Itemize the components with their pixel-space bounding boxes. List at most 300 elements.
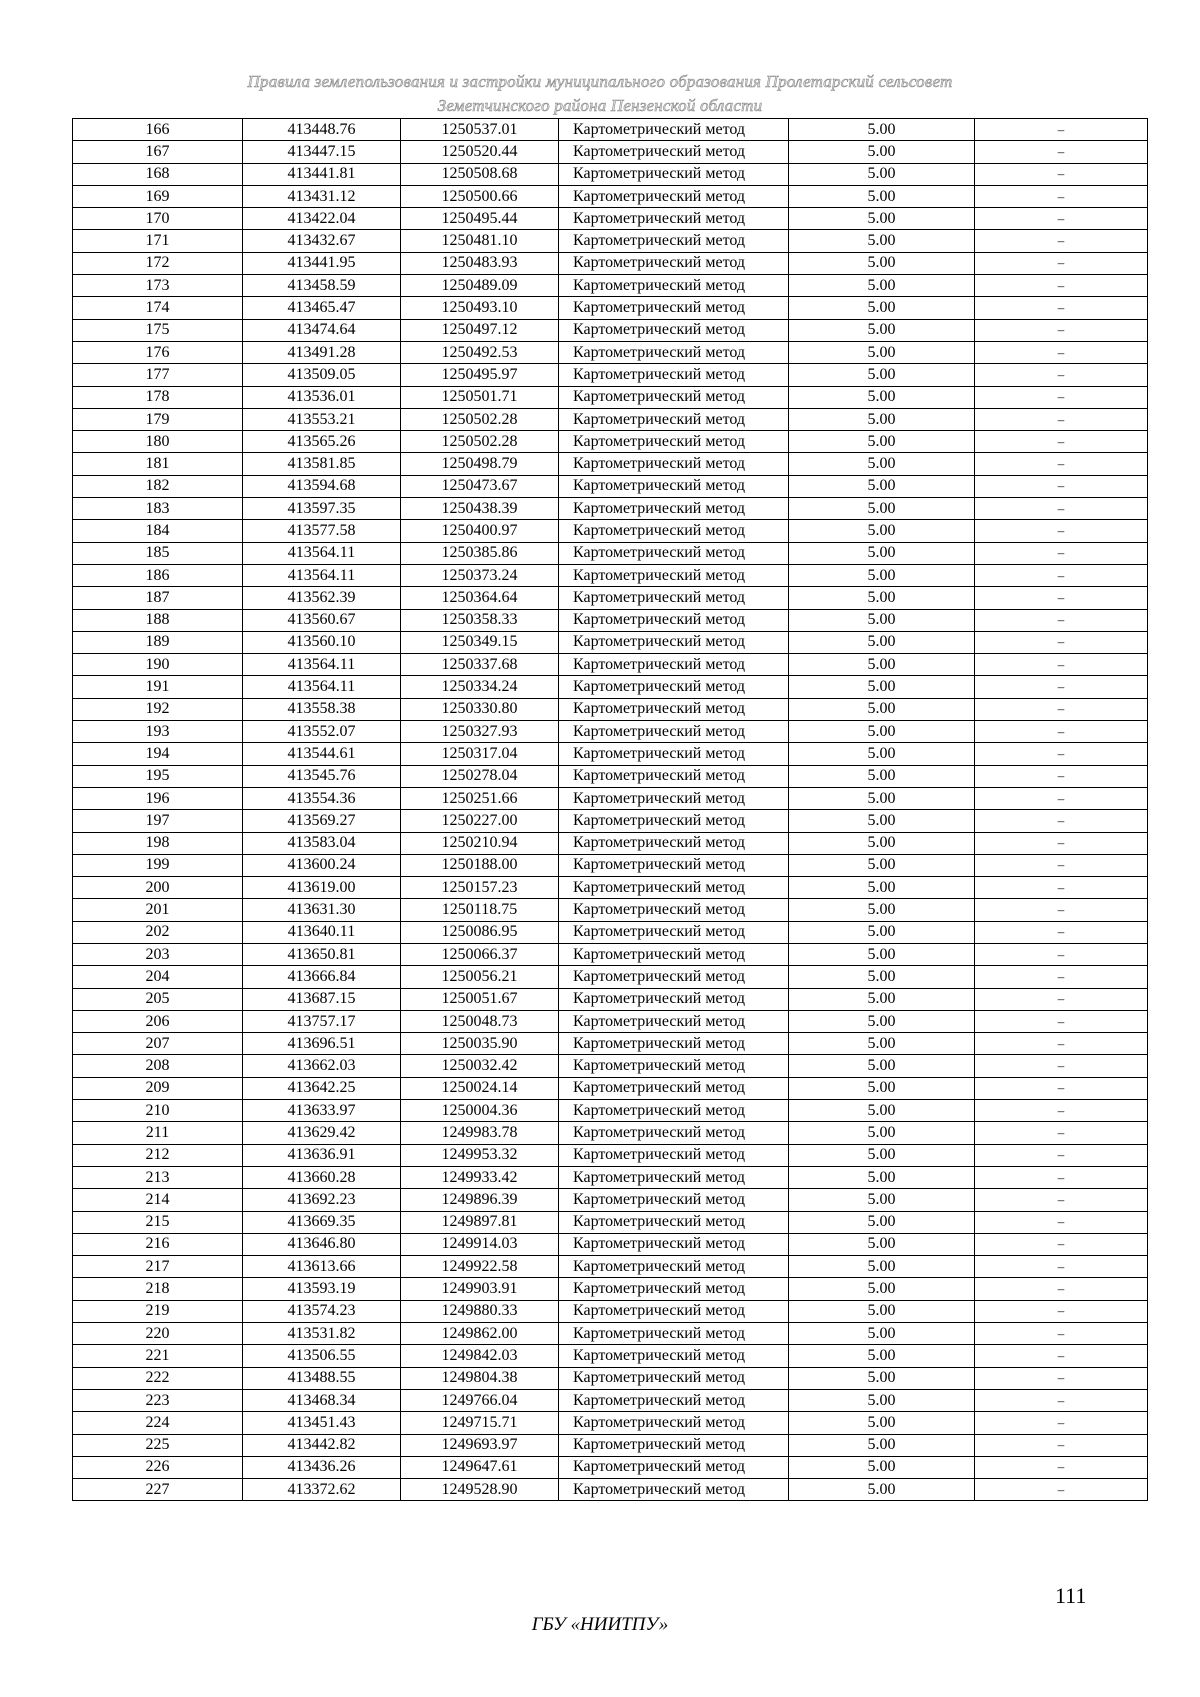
- point-number-cell: 198: [73, 832, 243, 854]
- x-coordinate-cell: 413564.11: [243, 676, 401, 698]
- table-row: [73, 498, 1148, 520]
- point-number-cell: 176: [73, 341, 243, 363]
- x-coordinate-cell: 413692.23: [243, 1189, 401, 1211]
- x-coordinate-cell: 413448.76: [243, 119, 401, 141]
- point-number-cell: 211: [73, 1122, 243, 1144]
- table-row: [73, 275, 1148, 297]
- point-number-cell: 171: [73, 230, 243, 252]
- table-row: [73, 1479, 1148, 1501]
- method-cell: Картометрический метод: [559, 1055, 789, 1077]
- x-coordinate-cell: 413441.81: [243, 163, 401, 185]
- description-cell: –: [975, 787, 1148, 809]
- x-coordinate-cell: 413465.47: [243, 297, 401, 319]
- description-cell: –: [975, 141, 1148, 163]
- x-coordinate-cell: 413666.84: [243, 966, 401, 988]
- table-row: [73, 743, 1148, 765]
- x-coordinate-cell: 413442.82: [243, 1434, 401, 1456]
- method-cell: Картометрический метод: [559, 877, 789, 899]
- y-coordinate-cell: 1250035.90: [401, 1033, 559, 1055]
- accuracy-cell: 5.00: [789, 1144, 975, 1166]
- y-coordinate-cell: 1249862.00: [401, 1323, 559, 1345]
- y-coordinate-cell: 1249647.61: [401, 1456, 559, 1478]
- point-number-cell: 210: [73, 1100, 243, 1122]
- accuracy-cell: 5.00: [789, 319, 975, 341]
- accuracy-cell: 5.00: [789, 1300, 975, 1322]
- description-cell: –: [975, 1211, 1148, 1233]
- y-coordinate-cell: 1250500.66: [401, 185, 559, 207]
- table-row: [73, 1434, 1148, 1456]
- method-cell: Картометрический метод: [559, 119, 789, 141]
- description-cell: –: [975, 275, 1148, 297]
- description-cell: –: [975, 631, 1148, 653]
- x-coordinate-cell: 413451.43: [243, 1412, 401, 1434]
- y-coordinate-cell: 1250501.71: [401, 386, 559, 408]
- table-row: [73, 185, 1148, 207]
- description-cell: –: [975, 899, 1148, 921]
- method-cell: Картометрический метод: [559, 765, 789, 787]
- accuracy-cell: 5.00: [789, 1100, 975, 1122]
- y-coordinate-cell: 1250157.23: [401, 877, 559, 899]
- x-coordinate-cell: 413506.55: [243, 1345, 401, 1367]
- accuracy-cell: 5.00: [789, 275, 975, 297]
- x-coordinate-cell: 413565.26: [243, 431, 401, 453]
- x-coordinate-cell: 413757.17: [243, 1010, 401, 1032]
- footer-organization: ГБУ «НИИТПУ»: [531, 1614, 669, 1635]
- method-cell: Картометрический метод: [559, 1122, 789, 1144]
- description-cell: –: [975, 698, 1148, 720]
- description-cell: –: [975, 542, 1148, 564]
- method-cell: Картометрический метод: [559, 364, 789, 386]
- x-coordinate-cell: 413577.58: [243, 520, 401, 542]
- method-cell: Картометрический метод: [559, 810, 789, 832]
- accuracy-cell: 5.00: [789, 1323, 975, 1345]
- y-coordinate-cell: 1250481.10: [401, 230, 559, 252]
- accuracy-cell: 5.00: [789, 1479, 975, 1501]
- accuracy-cell: 5.00: [789, 1055, 975, 1077]
- x-coordinate-cell: 413564.11: [243, 542, 401, 564]
- table-row: [73, 899, 1148, 921]
- description-cell: –: [975, 854, 1148, 876]
- method-cell: Картометрический метод: [559, 475, 789, 497]
- y-coordinate-cell: 1250188.00: [401, 854, 559, 876]
- description-cell: –: [975, 1345, 1148, 1367]
- description-cell: –: [975, 185, 1148, 207]
- accuracy-cell: 5.00: [789, 520, 975, 542]
- y-coordinate-cell: 1249842.03: [401, 1345, 559, 1367]
- accuracy-cell: 5.00: [789, 230, 975, 252]
- method-cell: Картометрический метод: [559, 408, 789, 430]
- page-number: 111: [1055, 1583, 1087, 1608]
- method-cell: Картометрический метод: [559, 921, 789, 943]
- description-cell: –: [975, 252, 1148, 274]
- accuracy-cell: 5.00: [789, 408, 975, 430]
- table-row: [73, 1166, 1148, 1188]
- x-coordinate-cell: 413447.15: [243, 141, 401, 163]
- point-number-cell: 216: [73, 1233, 243, 1255]
- point-number-cell: 172: [73, 252, 243, 274]
- table-row: [73, 1412, 1148, 1434]
- accuracy-cell: 5.00: [789, 364, 975, 386]
- method-cell: Картометрический метод: [559, 1211, 789, 1233]
- y-coordinate-cell: 1250317.04: [401, 743, 559, 765]
- accuracy-cell: 5.00: [789, 208, 975, 230]
- accuracy-cell: 5.00: [789, 988, 975, 1010]
- y-coordinate-cell: 1249914.03: [401, 1233, 559, 1255]
- y-coordinate-cell: 1249804.38: [401, 1367, 559, 1389]
- method-cell: Картометрический метод: [559, 1233, 789, 1255]
- method-cell: Картометрический метод: [559, 275, 789, 297]
- point-number-cell: 184: [73, 520, 243, 542]
- y-coordinate-cell: 1250493.10: [401, 297, 559, 319]
- method-cell: Картометрический метод: [559, 386, 789, 408]
- table-row: [73, 386, 1148, 408]
- method-cell: Картометрический метод: [559, 943, 789, 965]
- y-coordinate-cell: 1250066.37: [401, 943, 559, 965]
- x-coordinate-cell: 413581.85: [243, 453, 401, 475]
- x-coordinate-cell: 413574.23: [243, 1300, 401, 1322]
- x-coordinate-cell: 413560.67: [243, 609, 401, 631]
- y-coordinate-cell: 1250495.44: [401, 208, 559, 230]
- point-number-cell: 217: [73, 1256, 243, 1278]
- description-cell: –: [975, 341, 1148, 363]
- table-row: [73, 1367, 1148, 1389]
- method-cell: Картометрический метод: [559, 1100, 789, 1122]
- description-cell: –: [975, 1189, 1148, 1211]
- description-cell: –: [975, 1033, 1148, 1055]
- description-cell: –: [975, 1100, 1148, 1122]
- method-cell: Картометрический метод: [559, 1456, 789, 1478]
- accuracy-cell: 5.00: [789, 765, 975, 787]
- accuracy-cell: 5.00: [789, 631, 975, 653]
- accuracy-cell: 5.00: [789, 609, 975, 631]
- method-cell: Картометрический метод: [559, 609, 789, 631]
- y-coordinate-cell: 1250024.14: [401, 1077, 559, 1099]
- method-cell: Картометрический метод: [559, 341, 789, 363]
- x-coordinate-cell: 413545.76: [243, 765, 401, 787]
- x-coordinate-cell: 413560.10: [243, 631, 401, 653]
- description-cell: –: [975, 1233, 1148, 1255]
- y-coordinate-cell: 1249693.97: [401, 1434, 559, 1456]
- y-coordinate-cell: 1250327.93: [401, 721, 559, 743]
- description-cell: –: [975, 1144, 1148, 1166]
- point-number-cell: 192: [73, 698, 243, 720]
- point-number-cell: 202: [73, 921, 243, 943]
- x-coordinate-cell: 413636.91: [243, 1144, 401, 1166]
- point-number-cell: 201: [73, 899, 243, 921]
- x-coordinate-cell: 413531.82: [243, 1323, 401, 1345]
- table-row: [73, 1077, 1148, 1099]
- method-cell: Картометрический метод: [559, 832, 789, 854]
- description-cell: –: [975, 1055, 1148, 1077]
- table-row: [73, 230, 1148, 252]
- method-cell: Картометрический метод: [559, 988, 789, 1010]
- method-cell: Картометрический метод: [559, 252, 789, 274]
- description-cell: –: [975, 431, 1148, 453]
- description-cell: –: [975, 676, 1148, 698]
- point-number-cell: 189: [73, 631, 243, 653]
- table-row: [73, 564, 1148, 586]
- table-row: [73, 453, 1148, 475]
- x-coordinate-cell: 413552.07: [243, 721, 401, 743]
- x-coordinate-cell: 413488.55: [243, 1367, 401, 1389]
- method-cell: Картометрический метод: [559, 319, 789, 341]
- point-number-cell: 204: [73, 966, 243, 988]
- accuracy-cell: 5.00: [789, 654, 975, 676]
- y-coordinate-cell: 1250210.94: [401, 832, 559, 854]
- accuracy-cell: 5.00: [789, 787, 975, 809]
- table-row: [73, 542, 1148, 564]
- table-row: [73, 297, 1148, 319]
- x-coordinate-cell: 413458.59: [243, 275, 401, 297]
- accuracy-cell: 5.00: [789, 810, 975, 832]
- accuracy-cell: 5.00: [789, 587, 975, 609]
- x-coordinate-cell: 413569.27: [243, 810, 401, 832]
- method-cell: Картометрический метод: [559, 542, 789, 564]
- description-cell: –: [975, 921, 1148, 943]
- y-coordinate-cell: 1250086.95: [401, 921, 559, 943]
- method-cell: Картометрический метод: [559, 1300, 789, 1322]
- y-coordinate-cell: 1250502.28: [401, 408, 559, 430]
- method-cell: Картометрический метод: [559, 854, 789, 876]
- point-number-cell: 196: [73, 787, 243, 809]
- description-cell: –: [975, 1434, 1148, 1456]
- table-row: [73, 1300, 1148, 1322]
- description-cell: –: [975, 319, 1148, 341]
- point-number-cell: 194: [73, 743, 243, 765]
- y-coordinate-cell: 1250373.24: [401, 564, 559, 586]
- description-cell: –: [975, 966, 1148, 988]
- accuracy-cell: 5.00: [789, 1256, 975, 1278]
- table-row: [73, 966, 1148, 988]
- table-row: [73, 364, 1148, 386]
- table-row: [73, 1010, 1148, 1032]
- point-number-cell: 177: [73, 364, 243, 386]
- accuracy-cell: 5.00: [789, 542, 975, 564]
- x-coordinate-cell: 413583.04: [243, 832, 401, 854]
- method-cell: Картометрический метод: [559, 564, 789, 586]
- point-number-cell: 227: [73, 1479, 243, 1501]
- table-row: [73, 877, 1148, 899]
- description-cell: –: [975, 119, 1148, 141]
- description-cell: –: [975, 1479, 1148, 1501]
- table-row: [73, 832, 1148, 854]
- y-coordinate-cell: 1250492.53: [401, 341, 559, 363]
- accuracy-cell: 5.00: [789, 1367, 975, 1389]
- table-row: [73, 1345, 1148, 1367]
- point-number-cell: 209: [73, 1077, 243, 1099]
- method-cell: Картометрический метод: [559, 1189, 789, 1211]
- document-header: [120, 70, 1080, 118]
- description-cell: –: [975, 1389, 1148, 1411]
- description-cell: –: [975, 1077, 1148, 1099]
- point-number-cell: 173: [73, 275, 243, 297]
- y-coordinate-cell: 1250056.21: [401, 966, 559, 988]
- table-row: [73, 1233, 1148, 1255]
- accuracy-cell: 5.00: [789, 854, 975, 876]
- y-coordinate-cell: 1249766.04: [401, 1389, 559, 1411]
- accuracy-cell: 5.00: [789, 1434, 975, 1456]
- y-coordinate-cell: 1250349.15: [401, 631, 559, 653]
- accuracy-cell: 5.00: [789, 743, 975, 765]
- point-number-cell: 208: [73, 1055, 243, 1077]
- method-cell: Картометрический метод: [559, 141, 789, 163]
- accuracy-cell: 5.00: [789, 1010, 975, 1032]
- point-number-cell: 206: [73, 1010, 243, 1032]
- point-number-cell: 190: [73, 654, 243, 676]
- description-cell: –: [975, 1010, 1148, 1032]
- point-number-cell: 226: [73, 1456, 243, 1478]
- table-row: [73, 1278, 1148, 1300]
- x-coordinate-cell: 413562.39: [243, 587, 401, 609]
- accuracy-cell: 5.00: [789, 1278, 975, 1300]
- point-number-cell: 200: [73, 877, 243, 899]
- accuracy-cell: 5.00: [789, 1233, 975, 1255]
- point-number-cell: 180: [73, 431, 243, 453]
- x-coordinate-cell: 413629.42: [243, 1122, 401, 1144]
- y-coordinate-cell: 1250330.80: [401, 698, 559, 720]
- accuracy-cell: 5.00: [789, 1033, 975, 1055]
- accuracy-cell: 5.00: [789, 431, 975, 453]
- method-cell: Картометрический метод: [559, 208, 789, 230]
- description-cell: –: [975, 408, 1148, 430]
- point-number-cell: 178: [73, 386, 243, 408]
- description-cell: –: [975, 1300, 1148, 1322]
- description-cell: –: [975, 721, 1148, 743]
- method-cell: Картометрический метод: [559, 1166, 789, 1188]
- y-coordinate-cell: 1249528.90: [401, 1479, 559, 1501]
- description-cell: –: [975, 1412, 1148, 1434]
- method-cell: Картометрический метод: [559, 631, 789, 653]
- accuracy-cell: 5.00: [789, 899, 975, 921]
- y-coordinate-cell: 1250385.86: [401, 542, 559, 564]
- point-number-cell: 221: [73, 1345, 243, 1367]
- point-number-cell: 215: [73, 1211, 243, 1233]
- y-coordinate-cell: 1250004.36: [401, 1100, 559, 1122]
- point-number-cell: 188: [73, 609, 243, 631]
- x-coordinate-cell: 413544.61: [243, 743, 401, 765]
- table-row: [73, 208, 1148, 230]
- description-cell: –: [975, 230, 1148, 252]
- accuracy-cell: 5.00: [789, 1345, 975, 1367]
- description-cell: –: [975, 520, 1148, 542]
- coordinates-table: [72, 118, 1148, 1501]
- table-row: [73, 787, 1148, 809]
- x-coordinate-cell: 413631.30: [243, 899, 401, 921]
- point-number-cell: 183: [73, 498, 243, 520]
- accuracy-cell: 5.00: [789, 564, 975, 586]
- method-cell: Картометрический метод: [559, 1479, 789, 1501]
- table-row: [73, 252, 1148, 274]
- point-number-cell: 186: [73, 564, 243, 586]
- method-cell: Картометрический метод: [559, 1434, 789, 1456]
- accuracy-cell: 5.00: [789, 832, 975, 854]
- description-cell: –: [975, 743, 1148, 765]
- x-coordinate-cell: 413619.00: [243, 877, 401, 899]
- table-row: [73, 765, 1148, 787]
- description-cell: –: [975, 1323, 1148, 1345]
- method-cell: Картометрический метод: [559, 966, 789, 988]
- y-coordinate-cell: 1250227.00: [401, 810, 559, 832]
- point-number-cell: 224: [73, 1412, 243, 1434]
- point-number-cell: 205: [73, 988, 243, 1010]
- method-cell: Картометрический метод: [559, 787, 789, 809]
- method-cell: Картометрический метод: [559, 230, 789, 252]
- table-row: [73, 1211, 1148, 1233]
- point-number-cell: 182: [73, 475, 243, 497]
- x-coordinate-cell: 413468.34: [243, 1389, 401, 1411]
- table-row: [73, 609, 1148, 631]
- y-coordinate-cell: 1250495.97: [401, 364, 559, 386]
- table-row: [73, 587, 1148, 609]
- point-number-cell: 179: [73, 408, 243, 430]
- x-coordinate-cell: 413600.24: [243, 854, 401, 876]
- point-number-cell: 219: [73, 1300, 243, 1322]
- description-cell: –: [975, 208, 1148, 230]
- point-number-cell: 197: [73, 810, 243, 832]
- x-coordinate-cell: 413593.19: [243, 1278, 401, 1300]
- table-row: [73, 854, 1148, 876]
- method-cell: Картометрический метод: [559, 676, 789, 698]
- x-coordinate-cell: 413564.11: [243, 564, 401, 586]
- method-cell: Картометрический метод: [559, 520, 789, 542]
- method-cell: Картометрический метод: [559, 743, 789, 765]
- description-cell: –: [975, 1256, 1148, 1278]
- x-coordinate-cell: 413536.01: [243, 386, 401, 408]
- method-cell: Картометрический метод: [559, 1323, 789, 1345]
- accuracy-cell: 5.00: [789, 1456, 975, 1478]
- accuracy-cell: 5.00: [789, 698, 975, 720]
- table-row: [73, 1256, 1148, 1278]
- description-cell: –: [975, 765, 1148, 787]
- table-row: [73, 1100, 1148, 1122]
- table-row: [73, 141, 1148, 163]
- method-cell: Картометрический метод: [559, 1033, 789, 1055]
- point-number-cell: 199: [73, 854, 243, 876]
- x-coordinate-cell: 413687.15: [243, 988, 401, 1010]
- point-number-cell: 203: [73, 943, 243, 965]
- point-number-cell: 185: [73, 542, 243, 564]
- accuracy-cell: 5.00: [789, 1166, 975, 1188]
- table-row: [73, 921, 1148, 943]
- point-number-cell: 187: [73, 587, 243, 609]
- method-cell: Картометрический метод: [559, 1144, 789, 1166]
- method-cell: Картометрический метод: [559, 721, 789, 743]
- x-coordinate-cell: 413646.80: [243, 1233, 401, 1255]
- y-coordinate-cell: 1250489.09: [401, 275, 559, 297]
- x-coordinate-cell: 413422.04: [243, 208, 401, 230]
- description-cell: –: [975, 1456, 1148, 1478]
- accuracy-cell: 5.00: [789, 1211, 975, 1233]
- y-coordinate-cell: 1250334.24: [401, 676, 559, 698]
- description-cell: –: [975, 609, 1148, 631]
- point-number-cell: 222: [73, 1367, 243, 1389]
- description-cell: –: [975, 163, 1148, 185]
- x-coordinate-cell: 413660.28: [243, 1166, 401, 1188]
- point-number-cell: 218: [73, 1278, 243, 1300]
- description-cell: –: [975, 564, 1148, 586]
- table-row: [73, 431, 1148, 453]
- table-row: [73, 475, 1148, 497]
- point-number-cell: 207: [73, 1033, 243, 1055]
- method-cell: Картометрический метод: [559, 1412, 789, 1434]
- x-coordinate-cell: 413696.51: [243, 1033, 401, 1055]
- method-cell: Картометрический метод: [559, 698, 789, 720]
- accuracy-cell: 5.00: [789, 185, 975, 207]
- description-cell: –: [975, 453, 1148, 475]
- accuracy-cell: 5.00: [789, 386, 975, 408]
- accuracy-cell: 5.00: [789, 163, 975, 185]
- accuracy-cell: 5.00: [789, 453, 975, 475]
